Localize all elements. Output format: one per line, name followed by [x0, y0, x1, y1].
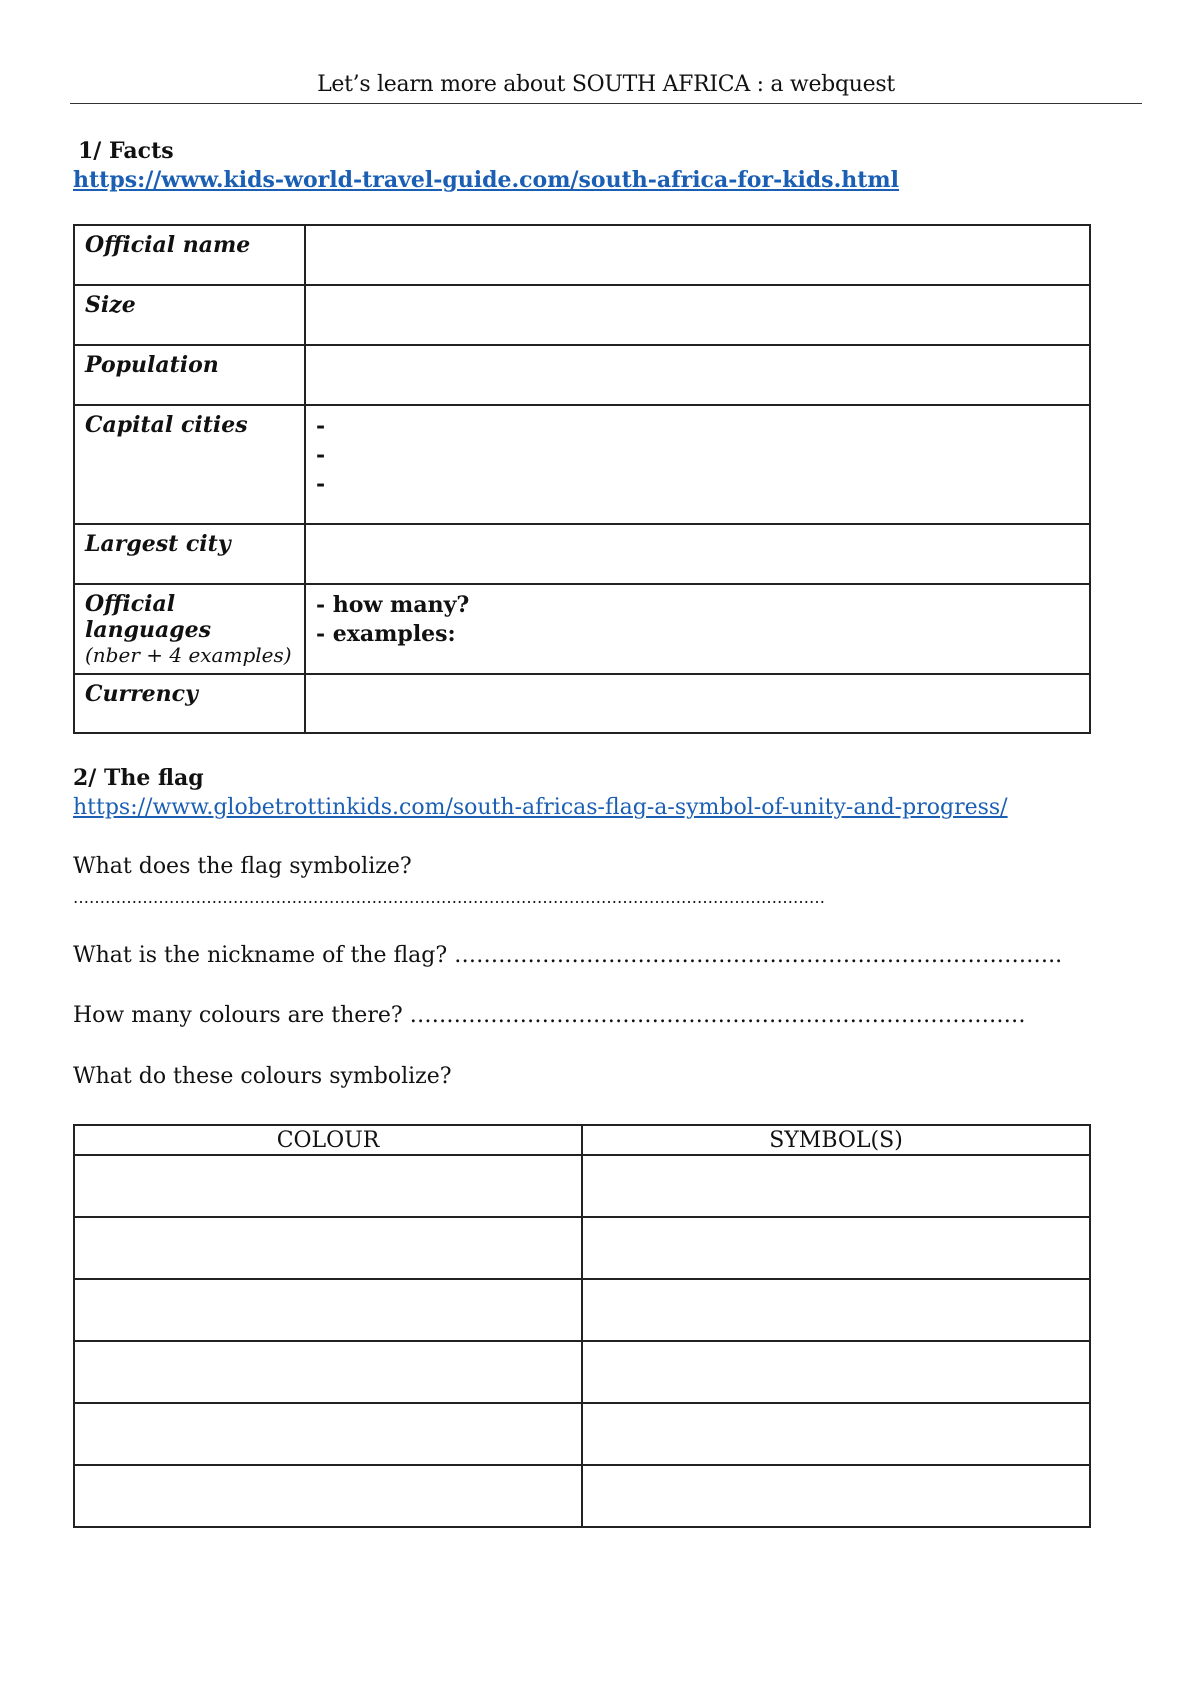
answer-cell[interactable] [305, 345, 1090, 405]
facts-label [74, 405, 305, 524]
colour-cell[interactable] [74, 1155, 582, 1217]
question-colours-symbolize: What do these colours symbolize? [73, 1064, 452, 1089]
bullet-line: - [316, 442, 326, 468]
label-text: Size [85, 292, 136, 318]
section-facts-title: 1/ Facts [78, 138, 174, 164]
facts-label [74, 225, 305, 285]
facts-row-size [74, 285, 1090, 345]
symbol-cell[interactable] [582, 1155, 1090, 1217]
label-text: Official languages [85, 591, 212, 643]
bullet-line: - how many? [316, 592, 470, 618]
facts-row-capital-cities [74, 405, 1090, 524]
flag-link[interactable]: https://www.globetrottinkids.com/south-africas-flag-a-symbol-of-unity-and-progress/ [73, 795, 1008, 820]
facts-label [74, 345, 305, 405]
symbol-column-header: SYMBOL(S) [582, 1125, 1090, 1155]
symbol-cell[interactable] [582, 1279, 1090, 1341]
answer-cell[interactable] [305, 524, 1090, 584]
label-subtext: (nber + 4 examples) [85, 643, 292, 667]
facts-table [73, 224, 1091, 734]
question-colour-count: How many colours are there? ………………………………………………………………………… [73, 1003, 1026, 1028]
answer-cell[interactable] [305, 584, 1090, 674]
facts-label [74, 584, 305, 674]
symbol-cell[interactable] [582, 1217, 1090, 1279]
answer-cell[interactable] [305, 674, 1090, 733]
symbol-cell[interactable] [582, 1341, 1090, 1403]
answer-cell[interactable] [305, 225, 1090, 285]
label-text: Capital cities [85, 412, 248, 438]
colour-cell[interactable] [74, 1279, 582, 1341]
table-row [74, 1465, 1090, 1527]
facts-link[interactable]: https://www.kids-world-travel-guide.com/south-africa-for-kids.html [73, 167, 900, 193]
bullet-line: - examples: [316, 621, 456, 647]
page-header: Let’s learn more about SOUTH AFRICA : a webquest [70, 72, 1142, 104]
colour-cell[interactable] [74, 1217, 582, 1279]
table-row [74, 1403, 1090, 1465]
facts-label [74, 674, 305, 733]
facts-row-currency [74, 674, 1090, 733]
facts-row-official-name [74, 225, 1090, 285]
label-text: Largest city [85, 531, 231, 557]
answer-dots-line[interactable]: …………………………………………………………………………………………………………………………… [73, 888, 825, 907]
colours-table [73, 1124, 1091, 1528]
colour-cell[interactable] [74, 1341, 582, 1403]
colour-column-header: COLOUR [74, 1125, 582, 1155]
label-text: Official name [85, 232, 251, 258]
symbol-cell[interactable] [582, 1465, 1090, 1527]
symbol-cell[interactable] [582, 1403, 1090, 1465]
table-row [74, 1217, 1090, 1279]
facts-label [74, 524, 305, 584]
facts-row-official-languages [74, 584, 1090, 674]
facts-row-largest-city [74, 524, 1090, 584]
bullet-line: - [316, 413, 326, 439]
section-flag-title: 2/ The flag [73, 765, 204, 791]
label-text: Population [85, 352, 219, 378]
answer-cell[interactable] [305, 285, 1090, 345]
question-flag-symbolize: What does the flag symbolize? [73, 854, 412, 879]
colour-cell[interactable] [74, 1403, 582, 1465]
colours-header-row [74, 1125, 1090, 1155]
question-flag-nickname: What is the nickname of the flag? ……………………………………………………………………….. [73, 943, 1063, 968]
facts-label [74, 285, 305, 345]
bullet-line: - [316, 471, 326, 497]
label-text: Currency [85, 681, 198, 707]
table-row [74, 1341, 1090, 1403]
answer-cell[interactable] [305, 405, 1090, 524]
facts-row-population [74, 345, 1090, 405]
colour-cell[interactable] [74, 1465, 582, 1527]
table-row [74, 1155, 1090, 1217]
table-row [74, 1279, 1090, 1341]
